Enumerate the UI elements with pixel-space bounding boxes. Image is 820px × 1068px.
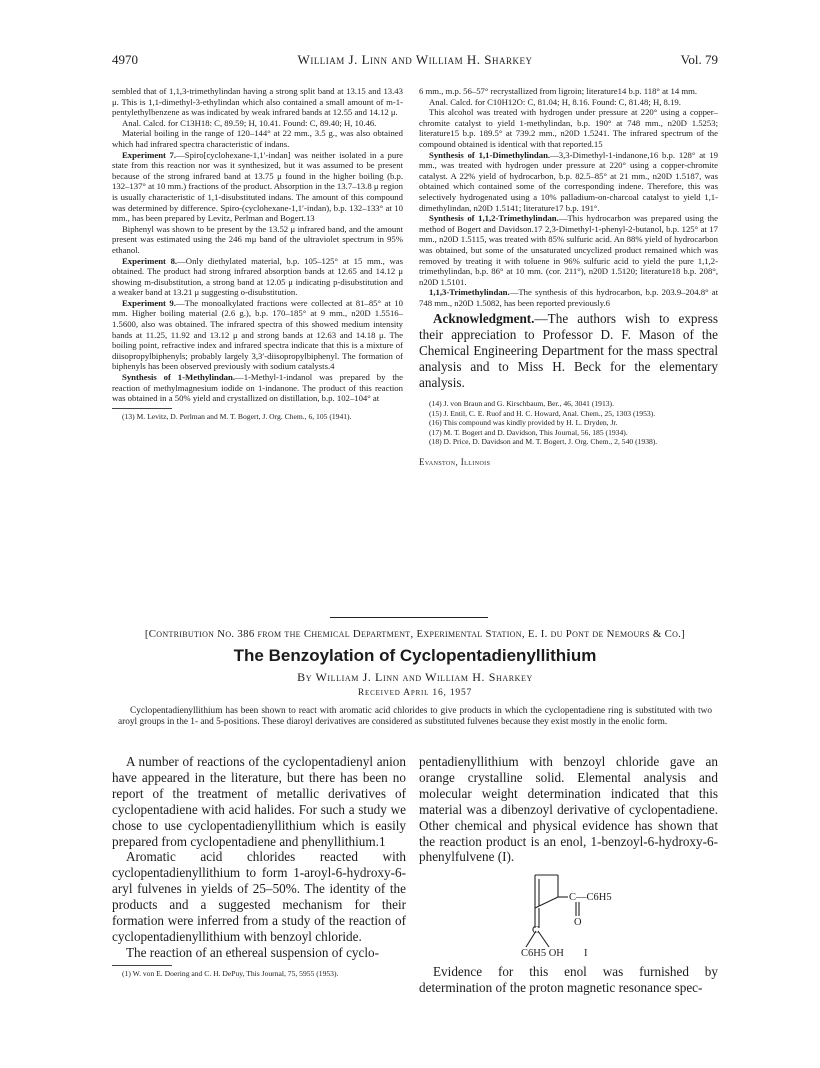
paragraph: sembled that of 1,1,3-trimethylindan having a strong split band at 13.15 and 13.43 μ. This is 1,1-dimethyl-3-ethylindan which also contained a small amount of m-1-pentylethylbenzene as was indicated by weak infrared bands at 12.55 and 14.12 μ. bbox=[112, 86, 403, 118]
received-date: Received April 16, 1957 bbox=[357, 688, 473, 698]
paragraph: This alcohol was treated with hydrogen under pressure at 220° using a copper–chromite catalyst to yield 1-methylindan, b.p. 190° at 748 mm., n20D 1.5253; literature15 b.p. 189.5° at 739.2 mm., n20D 1.5241. The infrared spectrum of the compound obtained is identical with that reported.15 bbox=[419, 107, 718, 149]
structure-bottom-groups: C6H5 OH bbox=[521, 948, 564, 960]
volume-label: Vol. 79 bbox=[680, 52, 718, 67]
footnote: (1) W. von E. Doering and C. H. DePuy, This Journal, 75, 5955 (1953). bbox=[122, 968, 339, 978]
paragraph: The reaction of an ethereal suspension of cyclo- bbox=[126, 944, 380, 960]
experiment-heading: Experiment 7. bbox=[122, 149, 177, 160]
article-title: The Benzoylation of Cyclopentadienyllithium bbox=[233, 646, 597, 665]
running-head: William J. Linn and William H. Sharkey bbox=[297, 52, 533, 67]
location: Evanston, Illinois bbox=[419, 456, 491, 467]
synthesis-heading: Synthesis of 1-Methylindan. bbox=[122, 372, 235, 383]
paragraph: A number of reactions of the cyclopentadienyl anion have appeared in the literature, but there has been no report of the treatment of metallic derivatives of cyclopentadiene with acid halides. For such a study we chose to use cyclopentadienyllithium which is easily prepared from cyclopentadiene and phenyllithium.1 bbox=[112, 754, 406, 849]
right-column-top bbox=[419, 86, 718, 468]
running-header bbox=[112, 52, 718, 68]
paragraph: Evidence for this enol was furnished by determination of the proton magnetic resonance spec- bbox=[419, 964, 718, 996]
paragraph: Synthesis of 1,1-Dimethylindan.—3,3-Dimethyl-1-indanone,16 b.p. 128° at 19 mm., was treated with hydrogen under pressure at 220° using a copper-chromite catalyst. A 22% yield of hydrocarbon, b.p. 82.5–85° at 21 mm., n20D 1.5187, was obtained which contained some of the corresponding indene. Therefore, this was selectively hydrogenated using a 10% palladium-on-charcoal catalyst to yield 1,1-dimethylindan, n20D 1.5141; literature17 b.p. 191°. bbox=[419, 149, 718, 213]
fulvene-structure-drawing bbox=[419, 868, 718, 962]
footnote: (18) D. Price, D. Davidson and M. T. Bogert, J. Org. Chem., 2, 540 (1938). bbox=[429, 437, 658, 447]
byline: By William J. Linn and William H. Sharkey bbox=[297, 670, 533, 684]
footnotes bbox=[419, 399, 718, 447]
footnote-rule bbox=[112, 408, 172, 409]
footnote: (15) J. Entil, C. E. Ruof and H. C. Howard, Anal. Chem., 25, 1303 (1953). bbox=[429, 408, 656, 418]
synthesis-heading: Synthesis of 1,1-Dimethylindan. bbox=[429, 149, 551, 160]
acknowledgment-paragraph: Acknowledgment.—The authors wish to express their appreciation to Professor D. F. Mason of the Chemical Engineering Department for the mass spectral analysis and to Miss H. Beck for the elementary analysis. bbox=[419, 311, 718, 391]
footnote: (13) M. Levitz, D. Perlman and M. T. Bogert, J. Org. Chem., 6, 105 (1941). bbox=[122, 411, 352, 421]
compound-label: I bbox=[584, 948, 588, 960]
section-separator bbox=[330, 617, 488, 618]
page-number: 4970 bbox=[112, 52, 138, 67]
structure-oxygen: O bbox=[574, 917, 582, 929]
experiment-heading: Experiment 9. bbox=[122, 297, 176, 308]
acknowledgment-heading: Acknowledgment. bbox=[433, 311, 535, 327]
paragraph: 1,1,3-Trimethylindan.—The synthesis of this hydrocarbon, b.p. 203.9–204.8° at 748 mm., n20D 1.5082, has been reported previously.6 bbox=[419, 287, 718, 308]
paragraph: Experiment 7.—Spiro[cyclohexane-1,1′-indan] was neither isolated in a pure state from this reaction nor was it synthesized, but it was assumed to be present because of the strong infrared band at 13.75 μ found in the higher boiling (b.p. 132–137° at 10 mm.) fractions of the product. Absorption in the 13.7–13.8 μ region is usually characteristic of 1,1-disubstituted indans. The amount of this compound was determined by difference. Spiro-(cyclohexane-1,1′-indan), b.p. 132–133° at 10 mm., has been prepared by Levitz, Perlman and Bogert.13 bbox=[112, 149, 403, 224]
acknowledgment bbox=[419, 311, 718, 391]
synthesis-heading: 1,1,3-Trimethylindan. bbox=[429, 287, 510, 298]
analysis-paragraph: Anal. Calcd. for C13H18: C, 89.59; H, 10.41. Found: C, 89.40; H, 10.46. bbox=[122, 117, 377, 128]
structure-carbon: C bbox=[532, 925, 540, 937]
right-column-bottom bbox=[419, 754, 718, 996]
analysis-paragraph: Anal. Calcd. for C10H12O: C, 81.04; H, 8.16. Found: C, 81.48; H, 8.19. bbox=[429, 96, 681, 107]
paragraph: Aromatic acid chlorides reacted with cyclopentadienyllithium to form 1-aroyl-6-hydroxy-6-aryl fulvenes in yields of 25–50%. The identity of the products and a suggested mechanism for their formation were inferred from a study of the reaction of cyclopentadienyllithium with benzoyl chloride. bbox=[112, 849, 406, 944]
footnote-rule bbox=[112, 965, 172, 966]
paragraph: Biphenyl was shown to be present by the 13.52 μ infrared band, and the amount present was estimated using the 246 mμ band of the ultraviolet spectrum in 95% ethanol. bbox=[112, 223, 403, 255]
synthesis-heading: Synthesis of 1,1,2-Trimethylindan. bbox=[429, 213, 559, 224]
experiment-heading: Experiment 8. bbox=[122, 255, 178, 266]
paragraph: Synthesis of 1-Methylindan.—1-Methyl-1-indanol was prepared by the reaction of methylmagnesium iodide on 1-indanone. The product of this reaction was obtained in a 50% yield and crystallized on distillation, b.p. 102–104° at bbox=[112, 372, 403, 404]
contribution-line: [Contribution No. 386 from the Chemical Department, Experimental Station, E. I. du Pont de Nemours & Co.] bbox=[144, 628, 686, 640]
chemical-structure bbox=[419, 868, 718, 962]
paragraph: pentadienyllithium with benzoyl chloride gave an orange crystalline solid. Elemental analysis and molecular weight determination indicated that this material was a dibenzoyl derivative of cyclopentadiene. Other chemical and physical evidence has shown that the reaction product is an enol, 1-benzoyl-6-hydroxy-6-phenylfulvene (I). bbox=[419, 754, 718, 865]
paragraph: 6 mm., m.p. 56–57° recrystallized from ligroin; literature14 b.p. 118° at 14 mm. bbox=[419, 86, 698, 96]
left-column-bottom bbox=[112, 754, 406, 978]
paragraph: Synthesis of 1,1,2-Trimethylindan.—This hydrocarbon was prepared using the method of Bogert and Davidson.17 2,3-Dimethyl-1-phenyl-2-butanol, b.p. 125° at 17 mm., n20D 1.5115, was treated with 85% sulfuric acid. An 88% yield of hydrocarbon was obtained, but some of the unsaturated uncyclized product remained which was removed by treating it with toluene in 96% sulfuric acid to yield the pure 1,1,2-trimethylindan, b.p. 86° at 10 mm. (cor. 211°), n20D 1.5120; literature18 b.p. 208°, n20D 1.5101. bbox=[419, 213, 718, 287]
footnote: (16) This compound was kindly provided by H. L. Dryden, Jr. bbox=[429, 418, 618, 428]
footnote: (14) J. von Braun and G. Kirschbaum, Ber., 46, 3041 (1913). bbox=[429, 399, 614, 408]
paragraph: Experiment 8.—Only diethylated material, b.p. 105–125° at 15 mm., was obtained. The product had strong infrared absorption bands at 12.65 and 14.12 μ showing m-disubstitution, a strong band at 12.05 μ indicating p-disubstitution and a weaker band at 13.21 μ suggesting o-disubstitution. bbox=[112, 255, 403, 298]
paragraph: Experiment 9.—The monoalkylated fractions were collected at 81–85° at 10 mm. Higher boiling material (2.6 g.), b.p. 170–185° at 9 mm., n20D 1.5516–1.5600, also was obtained. The infrared spectra of this showed medium intensity bands at 11.25, 11.92 and 13.12 μ and strong bands at 12.63 and 14.18 μ. The boiling point, refractive index and infrared spectra indicate that this is a mixture of diisopropylbiphenyls; probably largely 3,3′-diisopropylbiphenyl. The formation of biphenyls has been observed previously with sodium catalysts.4 bbox=[112, 297, 403, 372]
structure-substituent: C—C6H5 bbox=[569, 892, 612, 904]
left-column-top bbox=[112, 86, 403, 421]
paragraph: Material boiling in the range of 120–144° at 22 mm., 3.5 g., was also obtained which had infrared spectra characteristic of indans. bbox=[112, 128, 403, 149]
abstract: Cyclopentadienyllithium has been shown to react with aromatic acid chlorides to give products in which the cyclopentadiene ring is substituted with two aroyl groups in the 1- and 5-positions. These diaroyl derivatives are considered as substituted fulvenes because they exist mostly in the enolic form. bbox=[118, 706, 712, 728]
footnote: (17) M. T. Bogert and D. Davidson, This Journal, 56, 185 (1934). bbox=[429, 427, 628, 437]
